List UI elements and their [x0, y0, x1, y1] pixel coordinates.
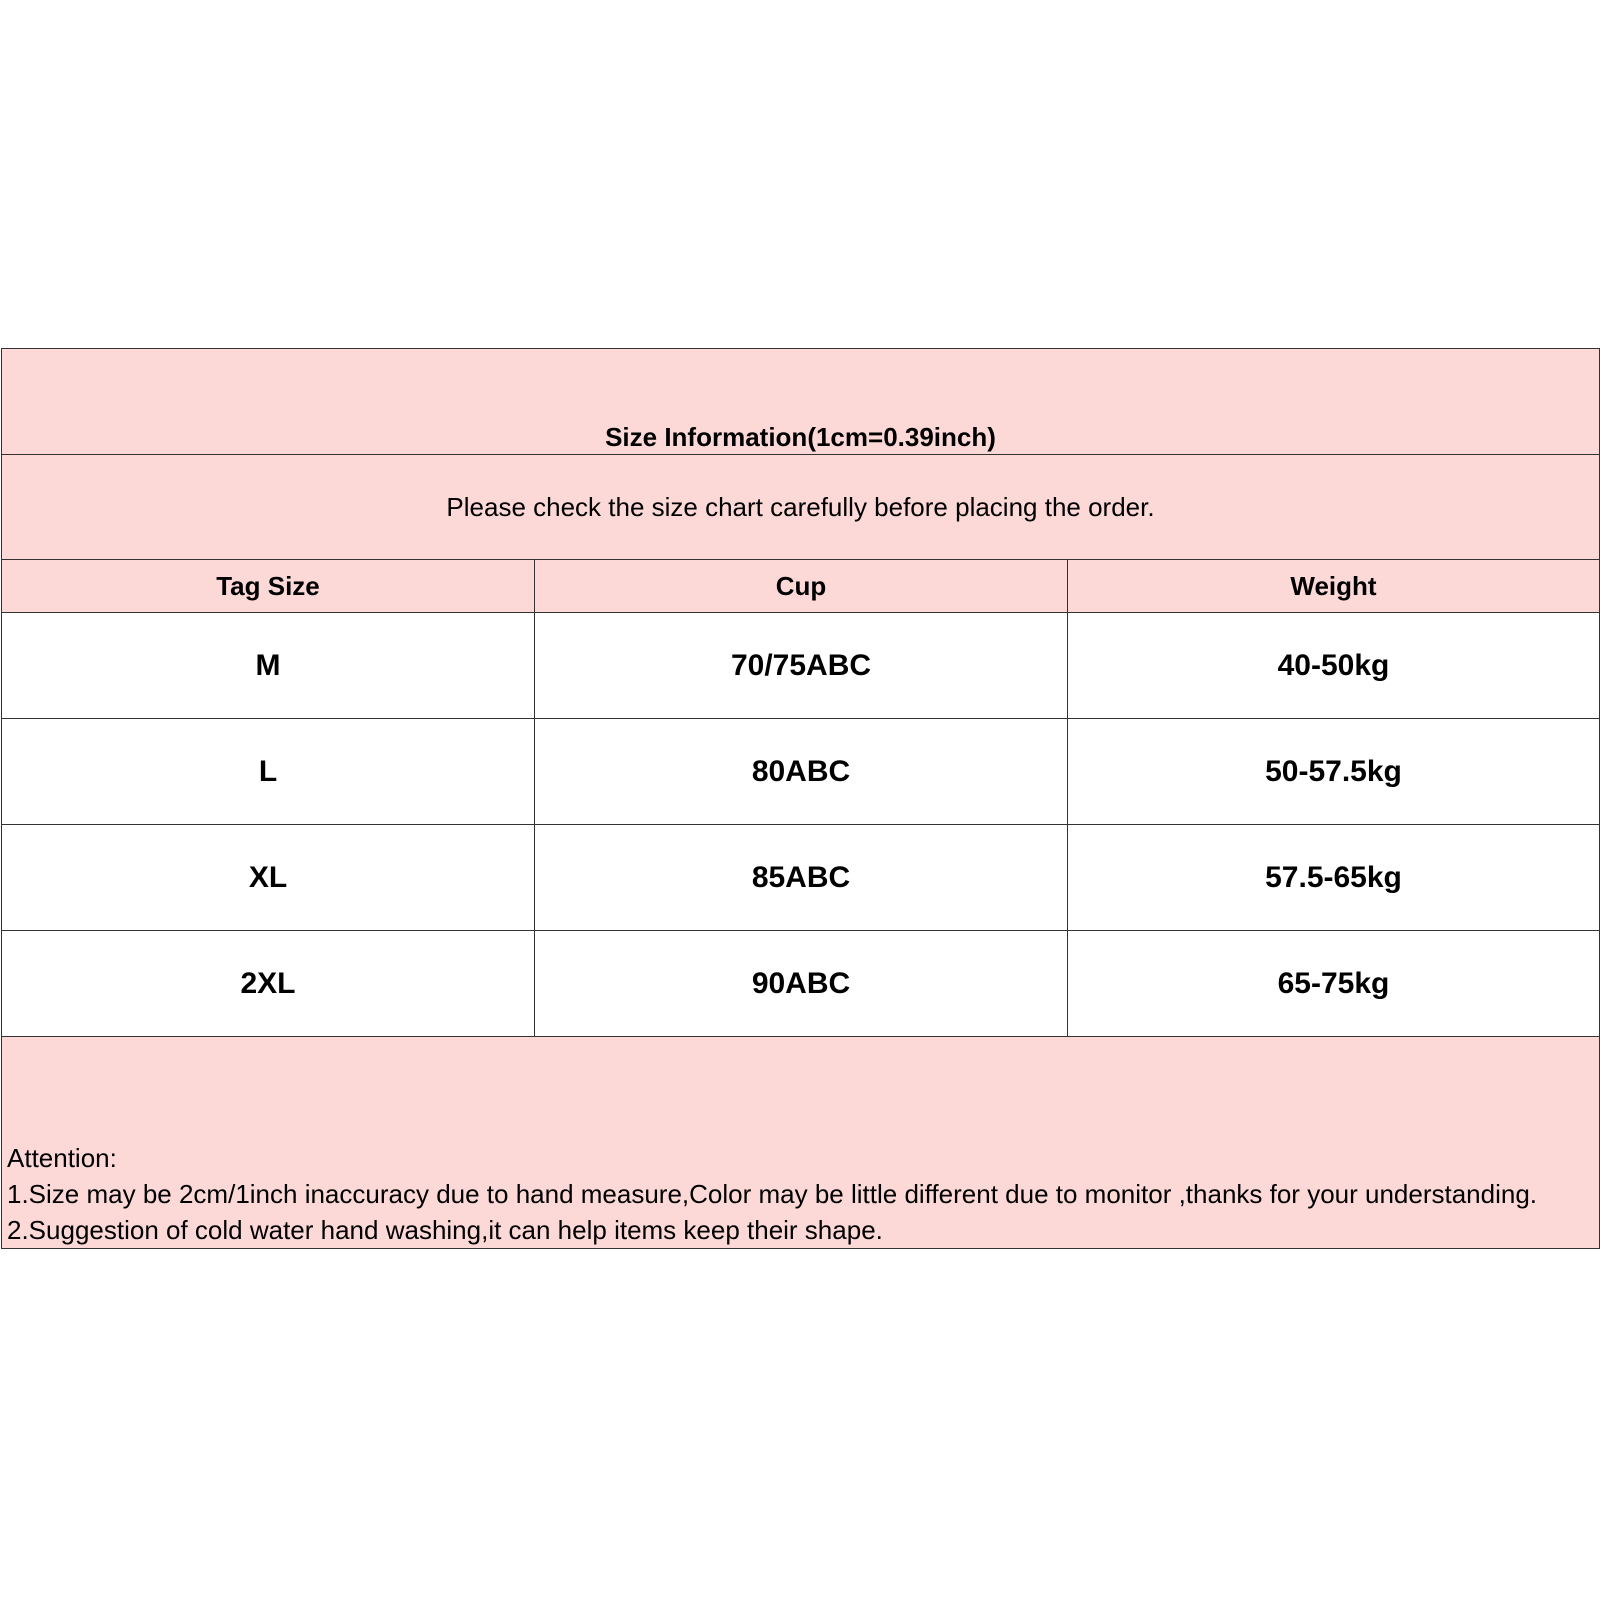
attention-notes	[2, 1037, 1600, 1249]
cell-weight: 57.5-65kg	[1068, 825, 1600, 931]
cell-cup: 70/75ABC	[535, 613, 1068, 719]
attention-heading: Attention:	[7, 1143, 117, 1173]
cell-cup: 85ABC	[535, 825, 1068, 931]
notice-text: Please check the size chart carefully before placing the order.	[2, 455, 1600, 560]
table-row	[2, 719, 1600, 825]
title-row	[2, 349, 1600, 455]
cell-tag-size: L	[2, 719, 535, 825]
header-row	[2, 560, 1600, 613]
attention-note-2: 2.Suggestion of cold water hand washing,it can help items keep their shape.	[7, 1215, 883, 1245]
attention-row	[2, 1037, 1600, 1249]
cell-weight: 65-75kg	[1068, 931, 1600, 1037]
notice-row	[2, 455, 1600, 560]
header-tag-size: Tag Size	[2, 560, 535, 613]
cell-cup: 80ABC	[535, 719, 1068, 825]
cell-cup: 90ABC	[535, 931, 1068, 1037]
size-chart-table	[1, 348, 1600, 1249]
attention-note-1: 1.Size may be 2cm/1inch inaccuracy due to hand measure,Color may be little different due to monitor ,thanks for your understanding.	[7, 1179, 1538, 1209]
cell-tag-size: XL	[2, 825, 535, 931]
header-cup: Cup	[535, 560, 1068, 613]
table-row	[2, 825, 1600, 931]
cell-weight: 40-50kg	[1068, 613, 1600, 719]
table-row	[2, 613, 1600, 719]
header-weight: Weight	[1068, 560, 1600, 613]
title-text: Size Information(1cm=0.39inch)	[605, 422, 996, 452]
cell-tag-size: 2XL	[2, 931, 535, 1037]
cell-weight: 50-57.5kg	[1068, 719, 1600, 825]
size-chart-title	[2, 349, 1600, 455]
table-row	[2, 931, 1600, 1037]
cell-tag-size: M	[2, 613, 535, 719]
